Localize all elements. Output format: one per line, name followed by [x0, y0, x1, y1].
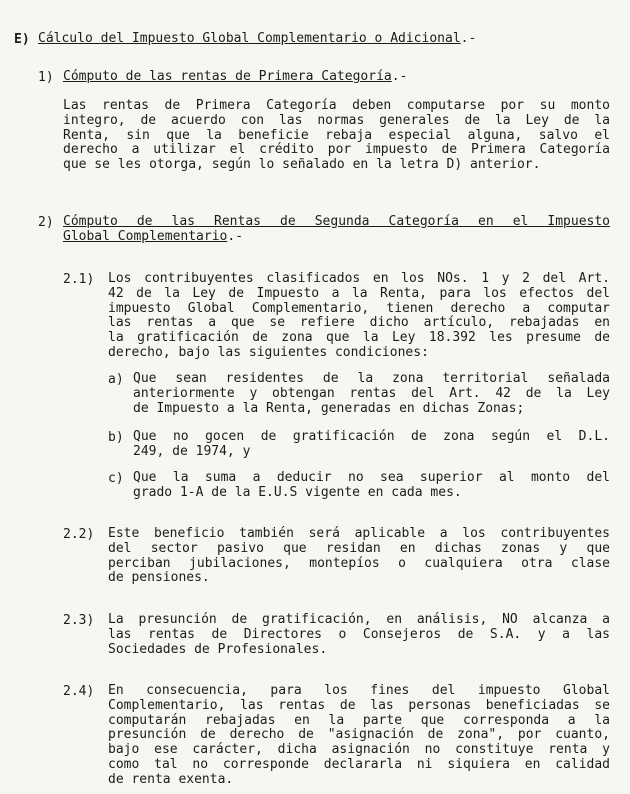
s1-title-text: Cómputo de las rentas de Primera Categoría	[63, 69, 392, 84]
p21-line: derecho, bajo las siguientes condiciones:	[108, 344, 429, 360]
p23-line: Sociedades de Profesionales.	[108, 641, 328, 657]
p23-line: La presunción de gratificación, en análisis, NO alcanza a	[108, 612, 610, 627]
item-a-line: anteriormente y obtengan rentas del Art. 42 de la Ley	[133, 385, 610, 401]
s2-title-end: .-	[227, 228, 244, 244]
s1-title-end: .-	[391, 69, 408, 84]
p21-line: 42 de la Ley de Impuesto a la Renta, para los efectos del	[108, 285, 610, 301]
s1-title	[63, 70, 407, 85]
p21-line: las rentas a que se refiere dicho artículo, rebajadas en	[108, 315, 610, 331]
s2-title	[63, 215, 610, 245]
item-a-text	[133, 372, 610, 416]
section-title	[38, 32, 476, 47]
p23-paragraph	[108, 613, 610, 657]
p21-paragraph	[108, 272, 610, 361]
p24-line: de renta exenta.	[108, 771, 234, 787]
p21-line: Los contribuyentes clasificados en los NOs. 1 y 2 del Art.	[108, 271, 610, 286]
p23-number: 2.3)	[63, 613, 95, 628]
p22-line: del sector pasivo que residan en dichas zonas y que	[108, 540, 610, 556]
item-c-text	[133, 471, 610, 501]
s1-line: derecho a utilizar el crédito por impuesto de Primera Categoría	[63, 142, 610, 158]
item-b-text	[133, 430, 610, 460]
s1-line: Renta, sin que la beneficie rebaja especial alguna, salvo el	[63, 127, 610, 143]
p24-line: presunción de derecho de "asignación de zona", por cuanto,	[108, 727, 610, 743]
p21-line: la gratificación de zona que la Ley 18.392 les presume de	[108, 330, 610, 346]
p22-paragraph	[108, 527, 610, 586]
s1-line: Las rentas de Primera Categoría deben computarse por su monto	[63, 98, 610, 113]
item-c-line: Que la suma a deducir no sea superior al monto del	[133, 470, 610, 485]
item-a-line: de Impuesto a la Renta, generadas en dichas Zonas;	[133, 400, 525, 416]
p24-line: Complementario, las rentas de las personas beneficiadas se	[108, 697, 610, 713]
s2-title-line1: Cómputo de las Rentas de Segunda Categoría en el Impuesto	[63, 214, 610, 229]
s1-line: que se les otorga, según lo señalado en la letra D) anterior.	[63, 157, 541, 173]
s1-number: 1)	[38, 70, 54, 85]
s1-line: integro, de acuerdo con las normas generales de la Ley de la	[63, 112, 610, 128]
section-letter: E)	[14, 32, 30, 47]
p24-line: como tal no corresponde declararla ni siquiera en calidad	[108, 756, 610, 772]
s1-paragraph	[63, 99, 610, 173]
p24-paragraph	[108, 684, 610, 788]
p24-line: computarán rebajadas en la parte que corresponda a la	[108, 712, 610, 728]
p22-number: 2.2)	[63, 527, 95, 542]
p21-number: 2.1)	[63, 272, 95, 287]
p21-line: impuesto Global Complementario, tienen derecho a computar	[108, 300, 610, 316]
p23-line: las rentas de Directores o Consejeros de S.A. y a las	[108, 626, 610, 642]
p22-line: de pensiones.	[108, 570, 210, 586]
item-c-line: grado 1-A de la E.U.S vigente en cada mes.	[133, 484, 462, 500]
p22-line: perciban jubilaciones, montepíos o cualquiera otra clase	[108, 555, 610, 571]
s2-title-line2: Global Complementario	[63, 228, 228, 244]
s2-number: 2)	[38, 215, 54, 230]
p24-number: 2.4)	[63, 684, 95, 699]
item-a-line: Que sean residentes de la zona territorial señalada	[133, 371, 610, 386]
p22-line: Este beneficio también será aplicable a los contribuyentes	[108, 526, 610, 541]
item-b-line: 249, de 1974, y	[133, 443, 251, 459]
section-title-end: .-	[460, 31, 477, 46]
p24-line: bajo ese carácter, dicha asignación no constituye renta y	[108, 742, 610, 758]
item-a-label: a)	[108, 372, 124, 387]
section-title-text: Cálculo del Impuesto Global Complementario o Adicional	[38, 31, 461, 46]
item-b-line: Que no gocen de gratificación de zona según el D.L.	[133, 429, 610, 444]
item-b-label: b)	[108, 430, 124, 445]
item-c-label: c)	[108, 471, 124, 486]
p24-line: En consecuencia, para los fines del impuesto Global	[108, 683, 610, 698]
